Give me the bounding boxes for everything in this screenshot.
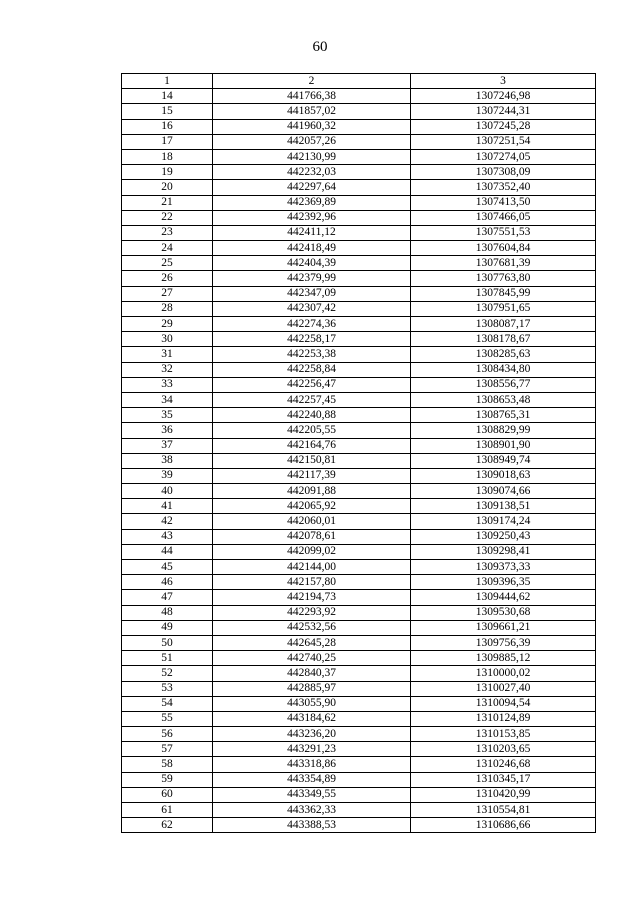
y-coordinate-cell: 1309756,39 (411, 635, 596, 650)
y-coordinate-cell: 1307308,09 (411, 165, 596, 180)
x-coordinate-cell: 442150,81 (213, 453, 411, 468)
y-coordinate-cell: 1309530,68 (411, 605, 596, 620)
point-number-cell: 54 (122, 696, 213, 711)
y-coordinate-cell: 1307246,98 (411, 89, 596, 104)
table-row (122, 484, 596, 499)
point-number-cell: 55 (122, 711, 213, 726)
point-number-cell: 57 (122, 742, 213, 757)
point-number-cell: 59 (122, 772, 213, 787)
point-number-cell: 15 (122, 104, 213, 119)
table-row (122, 347, 596, 362)
y-coordinate-cell: 1310554,81 (411, 803, 596, 818)
x-coordinate-cell: 442144,00 (213, 560, 411, 575)
x-coordinate-cell: 442645,28 (213, 635, 411, 650)
y-coordinate-cell: 1310420,99 (411, 787, 596, 802)
point-number-cell: 35 (122, 408, 213, 423)
point-number-cell: 19 (122, 165, 213, 180)
table-row (122, 772, 596, 787)
y-coordinate-cell: 1308087,17 (411, 317, 596, 332)
table-row (122, 104, 596, 119)
coordinates-table (121, 73, 596, 833)
y-coordinate-cell: 1310153,85 (411, 727, 596, 742)
y-coordinate-cell: 1308949,74 (411, 453, 596, 468)
column-header-2: 2 (213, 74, 411, 89)
x-coordinate-cell: 442404,39 (213, 256, 411, 271)
point-number-cell: 36 (122, 423, 213, 438)
y-coordinate-cell: 1309396,35 (411, 575, 596, 590)
x-coordinate-cell: 442060,01 (213, 514, 411, 529)
x-coordinate-cell: 442257,45 (213, 392, 411, 407)
y-coordinate-cell: 1308434,80 (411, 362, 596, 377)
point-number-cell: 31 (122, 347, 213, 362)
table-row (122, 711, 596, 726)
x-coordinate-cell: 442258,84 (213, 362, 411, 377)
x-coordinate-cell: 443055,90 (213, 696, 411, 711)
y-coordinate-cell: 1308765,31 (411, 408, 596, 423)
y-coordinate-cell: 1308556,77 (411, 377, 596, 392)
point-number-cell: 37 (122, 438, 213, 453)
table-row (122, 514, 596, 529)
y-coordinate-cell: 1308653,48 (411, 392, 596, 407)
point-number-cell: 50 (122, 635, 213, 650)
x-coordinate-cell: 442099,02 (213, 544, 411, 559)
point-number-cell: 18 (122, 149, 213, 164)
point-number-cell: 30 (122, 332, 213, 347)
x-coordinate-cell: 443184,62 (213, 711, 411, 726)
table-row (122, 499, 596, 514)
table-row (122, 742, 596, 757)
x-coordinate-cell: 442392,96 (213, 210, 411, 225)
table-row (122, 438, 596, 453)
point-number-cell: 24 (122, 241, 213, 256)
x-coordinate-cell: 442532,56 (213, 620, 411, 635)
table-row (122, 377, 596, 392)
table-row (122, 332, 596, 347)
x-coordinate-cell: 442885,97 (213, 681, 411, 696)
y-coordinate-cell: 1307681,39 (411, 256, 596, 271)
table-row (122, 575, 596, 590)
point-number-cell: 49 (122, 620, 213, 635)
point-number-cell: 16 (122, 119, 213, 134)
table-row (122, 635, 596, 650)
point-number-cell: 38 (122, 453, 213, 468)
table-row (122, 210, 596, 225)
x-coordinate-cell: 443388,53 (213, 818, 411, 833)
x-coordinate-cell: 442065,92 (213, 499, 411, 514)
y-coordinate-cell: 1307466,05 (411, 210, 596, 225)
point-number-cell: 33 (122, 377, 213, 392)
point-number-cell: 45 (122, 560, 213, 575)
y-coordinate-cell: 1309174,24 (411, 514, 596, 529)
y-coordinate-cell: 1310124,89 (411, 711, 596, 726)
point-number-cell: 43 (122, 529, 213, 544)
point-number-cell: 26 (122, 271, 213, 286)
x-coordinate-cell: 441857,02 (213, 104, 411, 119)
point-number-cell: 21 (122, 195, 213, 210)
y-coordinate-cell: 1308829,99 (411, 423, 596, 438)
point-number-cell: 56 (122, 727, 213, 742)
y-coordinate-cell: 1309074,66 (411, 484, 596, 499)
y-coordinate-cell: 1308901,90 (411, 438, 596, 453)
y-coordinate-cell: 1307604,84 (411, 241, 596, 256)
x-coordinate-cell: 442091,88 (213, 484, 411, 499)
table-row (122, 271, 596, 286)
x-coordinate-cell: 442157,80 (213, 575, 411, 590)
y-coordinate-cell: 1308285,63 (411, 347, 596, 362)
table-row (122, 119, 596, 134)
table-row (122, 134, 596, 149)
point-number-cell: 22 (122, 210, 213, 225)
point-number-cell: 28 (122, 301, 213, 316)
x-coordinate-cell: 442130,99 (213, 149, 411, 164)
point-number-cell: 29 (122, 317, 213, 332)
y-coordinate-cell: 1310686,66 (411, 818, 596, 833)
column-header-1: 1 (122, 74, 213, 89)
table-row (122, 696, 596, 711)
table-row (122, 757, 596, 772)
table-body (122, 89, 596, 833)
x-coordinate-cell: 442274,36 (213, 317, 411, 332)
point-number-cell: 14 (122, 89, 213, 104)
y-coordinate-cell: 1307951,65 (411, 301, 596, 316)
x-coordinate-cell: 443291,23 (213, 742, 411, 757)
x-coordinate-cell: 441766,38 (213, 89, 411, 104)
x-coordinate-cell: 442293,92 (213, 605, 411, 620)
x-coordinate-cell: 442240,88 (213, 408, 411, 423)
table-row (122, 651, 596, 666)
x-coordinate-cell: 442164,76 (213, 438, 411, 453)
table-row (122, 681, 596, 696)
y-coordinate-cell: 1309661,21 (411, 620, 596, 635)
y-coordinate-cell: 1310345,17 (411, 772, 596, 787)
table-row (122, 590, 596, 605)
point-number-cell: 52 (122, 666, 213, 681)
table-row (122, 468, 596, 483)
y-coordinate-cell: 1307413,50 (411, 195, 596, 210)
table-row (122, 666, 596, 681)
x-coordinate-cell: 442379,99 (213, 271, 411, 286)
y-coordinate-cell: 1308178,67 (411, 332, 596, 347)
x-coordinate-cell: 443236,20 (213, 727, 411, 742)
point-number-cell: 32 (122, 362, 213, 377)
y-coordinate-cell: 1310246,68 (411, 757, 596, 772)
table-row (122, 225, 596, 240)
x-coordinate-cell: 442411,12 (213, 225, 411, 240)
y-coordinate-cell: 1309298,41 (411, 544, 596, 559)
table-row (122, 89, 596, 104)
table-row (122, 195, 596, 210)
y-coordinate-cell: 1309444,62 (411, 590, 596, 605)
y-coordinate-cell: 1307244,31 (411, 104, 596, 119)
column-header-3: 3 (411, 74, 596, 89)
x-coordinate-cell: 441960,32 (213, 119, 411, 134)
point-number-cell: 58 (122, 757, 213, 772)
x-coordinate-cell: 442740,25 (213, 651, 411, 666)
point-number-cell: 48 (122, 605, 213, 620)
x-coordinate-cell: 442057,26 (213, 134, 411, 149)
x-coordinate-cell: 442297,64 (213, 180, 411, 195)
table-header-row (122, 74, 596, 89)
table-row (122, 560, 596, 575)
point-number-cell: 27 (122, 286, 213, 301)
y-coordinate-cell: 1307274,05 (411, 149, 596, 164)
table-row (122, 149, 596, 164)
x-coordinate-cell: 442258,17 (213, 332, 411, 347)
page-number: 60 (312, 39, 328, 55)
point-number-cell: 39 (122, 468, 213, 483)
point-number-cell: 20 (122, 180, 213, 195)
y-coordinate-cell: 1307245,28 (411, 119, 596, 134)
x-coordinate-cell: 442840,37 (213, 666, 411, 681)
x-coordinate-cell: 443318,86 (213, 757, 411, 772)
table-row (122, 787, 596, 802)
table-row (122, 286, 596, 301)
table-row (122, 818, 596, 833)
x-coordinate-cell: 442205,55 (213, 423, 411, 438)
y-coordinate-cell: 1307352,40 (411, 180, 596, 195)
table-row (122, 620, 596, 635)
x-coordinate-cell: 442307,42 (213, 301, 411, 316)
y-coordinate-cell: 1310094,54 (411, 696, 596, 711)
point-number-cell: 41 (122, 499, 213, 514)
x-coordinate-cell: 442418,49 (213, 241, 411, 256)
table-row (122, 392, 596, 407)
point-number-cell: 40 (122, 484, 213, 499)
table-row (122, 362, 596, 377)
point-number-cell: 46 (122, 575, 213, 590)
y-coordinate-cell: 1310203,65 (411, 742, 596, 757)
table-row (122, 423, 596, 438)
y-coordinate-cell: 1307763,80 (411, 271, 596, 286)
table-row (122, 301, 596, 316)
y-coordinate-cell: 1309373,33 (411, 560, 596, 575)
point-number-cell: 42 (122, 514, 213, 529)
x-coordinate-cell: 443349,55 (213, 787, 411, 802)
point-number-cell: 60 (122, 787, 213, 802)
x-coordinate-cell: 442078,61 (213, 529, 411, 544)
x-coordinate-cell: 442194,73 (213, 590, 411, 605)
y-coordinate-cell: 1307251,54 (411, 134, 596, 149)
y-coordinate-cell: 1309250,43 (411, 529, 596, 544)
table-row (122, 165, 596, 180)
point-number-cell: 47 (122, 590, 213, 605)
point-number-cell: 25 (122, 256, 213, 271)
table-row (122, 544, 596, 559)
point-number-cell: 44 (122, 544, 213, 559)
table-row (122, 453, 596, 468)
y-coordinate-cell: 1307845,99 (411, 286, 596, 301)
y-coordinate-cell: 1310027,40 (411, 681, 596, 696)
x-coordinate-cell: 443354,89 (213, 772, 411, 787)
point-number-cell: 17 (122, 134, 213, 149)
y-coordinate-cell: 1307551,53 (411, 225, 596, 240)
point-number-cell: 34 (122, 392, 213, 407)
table-row (122, 803, 596, 818)
table-row (122, 605, 596, 620)
x-coordinate-cell: 442256,47 (213, 377, 411, 392)
x-coordinate-cell: 442232,03 (213, 165, 411, 180)
y-coordinate-cell: 1309018,63 (411, 468, 596, 483)
x-coordinate-cell: 442253,38 (213, 347, 411, 362)
y-coordinate-cell: 1309885,12 (411, 651, 596, 666)
x-coordinate-cell: 442369,89 (213, 195, 411, 210)
x-coordinate-cell: 442117,39 (213, 468, 411, 483)
y-coordinate-cell: 1310000,02 (411, 666, 596, 681)
point-number-cell: 51 (122, 651, 213, 666)
point-number-cell: 61 (122, 803, 213, 818)
table-row (122, 727, 596, 742)
x-coordinate-cell: 442347,09 (213, 286, 411, 301)
table-row (122, 529, 596, 544)
x-coordinate-cell: 443362,33 (213, 803, 411, 818)
table-row (122, 180, 596, 195)
point-number-cell: 23 (122, 225, 213, 240)
table-row (122, 256, 596, 271)
table-row (122, 408, 596, 423)
table-row (122, 317, 596, 332)
point-number-cell: 53 (122, 681, 213, 696)
table-row (122, 241, 596, 256)
y-coordinate-cell: 1309138,51 (411, 499, 596, 514)
point-number-cell: 62 (122, 818, 213, 833)
